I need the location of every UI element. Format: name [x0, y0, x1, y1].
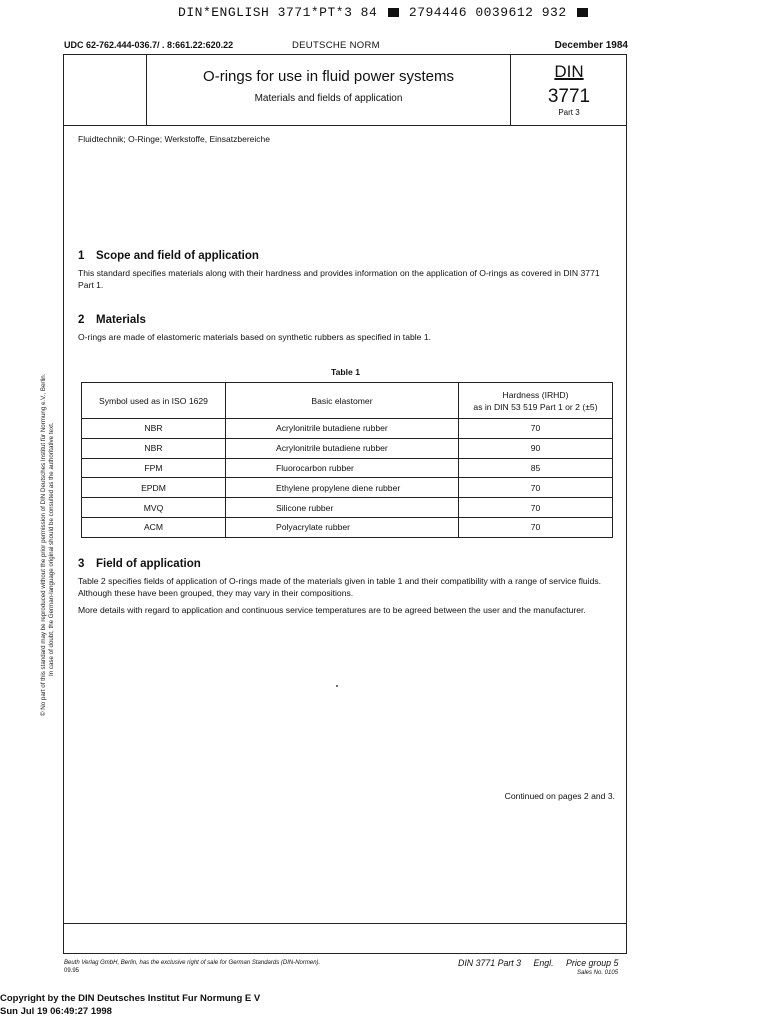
- document-subtitle: Materials and fields of application: [254, 93, 403, 104]
- table-row: [82, 517, 613, 537]
- header-line: [64, 40, 628, 54]
- udc-code: UDC 62-762.444-036.7/ . 8:661.22:620.22: [64, 40, 234, 50]
- cell-elastomer: Acrylonitrile butadiene rubber: [226, 438, 459, 458]
- publisher-note: Beuth Verlag GmbH, Berlin, has the exclusive right of sale for German Standards (DIN-Normen).: [64, 960, 321, 966]
- header-symbol: Symbol used as in ISO 1629: [82, 383, 226, 419]
- table-row: [82, 458, 613, 478]
- barcode-text-2: 2794446 0039612 932: [408, 5, 567, 20]
- cell-symbol: EPDM: [82, 478, 226, 498]
- section-3-paragraph-2: More details with regard to application and continuous service temperatures are to be agreed between the user and the manufacturer.: [78, 605, 586, 615]
- document-barcode-line: [0, 5, 768, 20]
- frame-inner-divider: [63, 923, 627, 924]
- section-1-paragraph: This standard specifies materials along with their hardness and provides information on the application of O-rings as covered in DIN 3771 Part 1.: [78, 268, 600, 291]
- header-hardness: [459, 383, 613, 419]
- standard-part: Part 3: [558, 108, 580, 117]
- cell-elastomer: Acrylonitrile butadiene rubber: [226, 419, 459, 439]
- standard-number: 3771: [547, 86, 591, 107]
- section-number: 2: [78, 314, 85, 326]
- scan-speck: [336, 685, 338, 687]
- header-hardness-line2: as in DIN 53 519 Part 1 or 2 (±5): [473, 401, 598, 412]
- cell-hardness: 70: [459, 517, 613, 537]
- side-note-line-1: © No part of this standard may be reproduced without the prior permission of DIN Deutsches Institut für Normung e.V., Berlin.: [40, 373, 47, 716]
- table-1-title: Table 1: [331, 367, 360, 377]
- footer-price-group: Price group 5: [566, 958, 619, 968]
- cell-hardness: 70: [459, 478, 613, 498]
- footer-doc-info: [458, 958, 618, 968]
- section-2-paragraph: O-rings are made of elastomeric materials based on synthetic rubbers as specified in table 1.: [78, 332, 431, 342]
- table-row: [82, 478, 613, 498]
- cell-hardness: 70: [459, 419, 613, 439]
- header-hardness-line1: Hardness (IRHD): [502, 389, 569, 400]
- section-3-heading: [78, 558, 201, 570]
- barcode-block-icon: [388, 8, 399, 17]
- section-title: Field of application: [96, 558, 201, 570]
- barcode-block-icon: [577, 8, 588, 17]
- din-logo: [511, 62, 627, 82]
- print-code: 09.95: [64, 968, 80, 974]
- continued-note: Continued on pages 2 and 3.: [504, 791, 615, 801]
- section-3-paragraph-1: Table 2 specifies fields of application of O-rings made of the materials given in table 1 and their compatibility with a range of service fluids. Although these have been grouped, they may vary in their compositions.: [78, 576, 602, 599]
- section-title: Scope and field of application: [96, 250, 259, 262]
- section-title: Materials: [96, 314, 146, 326]
- cell-elastomer: Polyacrylate rubber: [226, 517, 459, 537]
- norm-label: DEUTSCHE NORM: [292, 40, 380, 51]
- german-keywords: Fluidtechnik; O-Ringe; Werkstoffe, Einsatzbereiche: [78, 134, 270, 144]
- materials-table: [81, 382, 613, 538]
- section-number: 1: [78, 250, 85, 262]
- copyright-line: Copyright by the DIN Deutsches Institut Fur Normung E V: [0, 993, 261, 1004]
- footer-language: Engl.: [533, 958, 554, 968]
- table-row: [82, 419, 613, 439]
- barcode-text-1: DIN*ENGLISH 3771*PT*3 84: [178, 5, 378, 20]
- section-number: 3: [78, 558, 85, 570]
- cell-symbol: NBR: [82, 419, 226, 439]
- cell-hardness: 90: [459, 438, 613, 458]
- cell-symbol: MVQ: [82, 498, 226, 518]
- publication-date: December 1984: [554, 40, 628, 51]
- section-1-heading: [78, 250, 259, 262]
- section-2-heading: [78, 314, 146, 326]
- copyright-side-note: [40, 296, 60, 716]
- header-elastomer: Basic elastomer: [226, 383, 459, 419]
- cell-elastomer: Ethylene propylene diene rubber: [226, 478, 459, 498]
- cell-hardness: 85: [459, 458, 613, 478]
- footer-doc-number: DIN 3771 Part 3: [458, 958, 522, 968]
- cell-hardness: 70: [459, 498, 613, 518]
- side-note-line-2: In case of doubt, the German-language original should be consulted as the authoritative text.: [48, 422, 55, 676]
- copyright-timestamp: Sun Jul 19 06:49:27 1998: [0, 1006, 112, 1017]
- title-divider-left: [146, 54, 147, 126]
- table-header-row: [82, 383, 613, 419]
- table-row: [82, 438, 613, 458]
- table-row: [82, 498, 613, 518]
- cell-elastomer: Silicone rubber: [226, 498, 459, 518]
- cell-symbol: NBR: [82, 438, 226, 458]
- cell-symbol: ACM: [82, 517, 226, 537]
- document-title: O-rings for use in fluid power systems: [203, 68, 454, 85]
- sales-number: Sales No. 0105: [577, 970, 619, 976]
- din-label: DIN: [554, 62, 584, 81]
- cell-elastomer: Fluorocarbon rubber: [226, 458, 459, 478]
- cell-symbol: FPM: [82, 458, 226, 478]
